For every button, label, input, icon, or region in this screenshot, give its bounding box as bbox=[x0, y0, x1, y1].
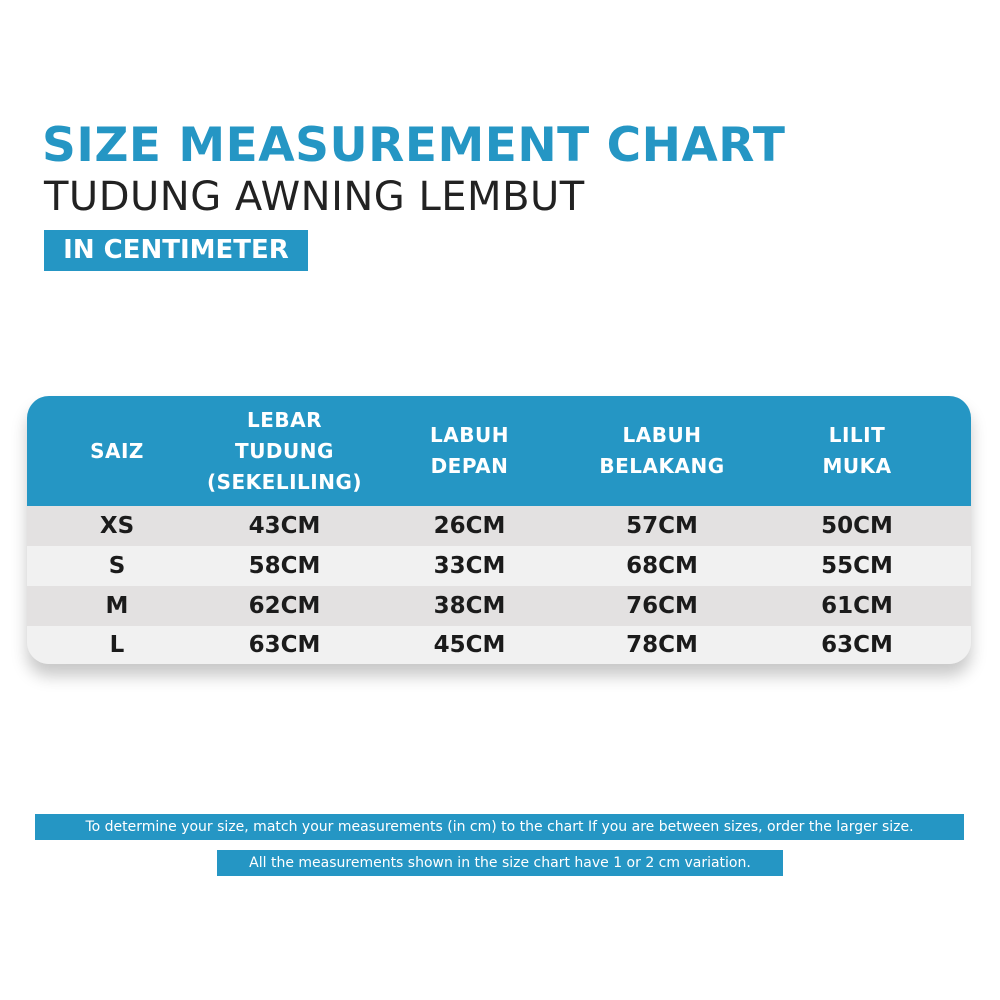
size-cell: XS bbox=[99, 513, 135, 539]
variation-note: All the measurements shown in the size chart have 1 or 2 cm variation. bbox=[217, 850, 783, 876]
product-subtitle: TUDUNG AWNING LEMBUT bbox=[44, 174, 585, 220]
face-circumference-cell: 63CM bbox=[821, 632, 893, 658]
sizing-instruction-note: To determine your size, match your measurements (in cm) to the chart If you are between sizes, order the larger size. bbox=[35, 814, 964, 840]
back-length-cell: 76CM bbox=[626, 593, 698, 619]
chart-title: SIZE MEASUREMENT CHART bbox=[42, 118, 786, 173]
table-row bbox=[27, 626, 971, 664]
column-header-width: LEBAR TUDUNG (SEKELILING) bbox=[206, 407, 363, 494]
face-circumference-cell: 50CM bbox=[821, 513, 893, 539]
front-length-cell: 26CM bbox=[433, 513, 506, 539]
column-header-size: SAIZ bbox=[90, 438, 144, 463]
face-circumference-cell: 61CM bbox=[821, 593, 893, 619]
width-cell: 43CM bbox=[248, 513, 321, 539]
size-cell: S bbox=[108, 553, 126, 579]
back-length-cell: 78CM bbox=[626, 632, 698, 658]
table-row bbox=[27, 506, 971, 546]
table-row bbox=[27, 586, 971, 626]
width-cell: 58CM bbox=[248, 553, 321, 579]
table-row bbox=[27, 546, 971, 586]
front-length-cell: 38CM bbox=[433, 593, 506, 619]
front-length-cell: 33CM bbox=[433, 553, 506, 579]
size-cell: M bbox=[105, 593, 129, 619]
unit-badge: IN CENTIMETER bbox=[44, 230, 308, 271]
width-cell: 63CM bbox=[248, 632, 321, 658]
front-length-cell: 45CM bbox=[433, 632, 506, 658]
size-table bbox=[27, 396, 971, 664]
face-circumference-cell: 55CM bbox=[821, 553, 893, 579]
back-length-cell: 68CM bbox=[626, 553, 698, 579]
size-cell: L bbox=[109, 632, 125, 658]
column-header-face-circumference: LILIT MUKA bbox=[822, 423, 892, 478]
column-header-back-length: LABUH BELAKANG bbox=[599, 423, 725, 478]
back-length-cell: 57CM bbox=[626, 513, 698, 539]
column-header-front-length: LABUH DEPAN bbox=[430, 423, 509, 478]
table-header bbox=[27, 396, 971, 506]
width-cell: 62CM bbox=[248, 593, 321, 619]
